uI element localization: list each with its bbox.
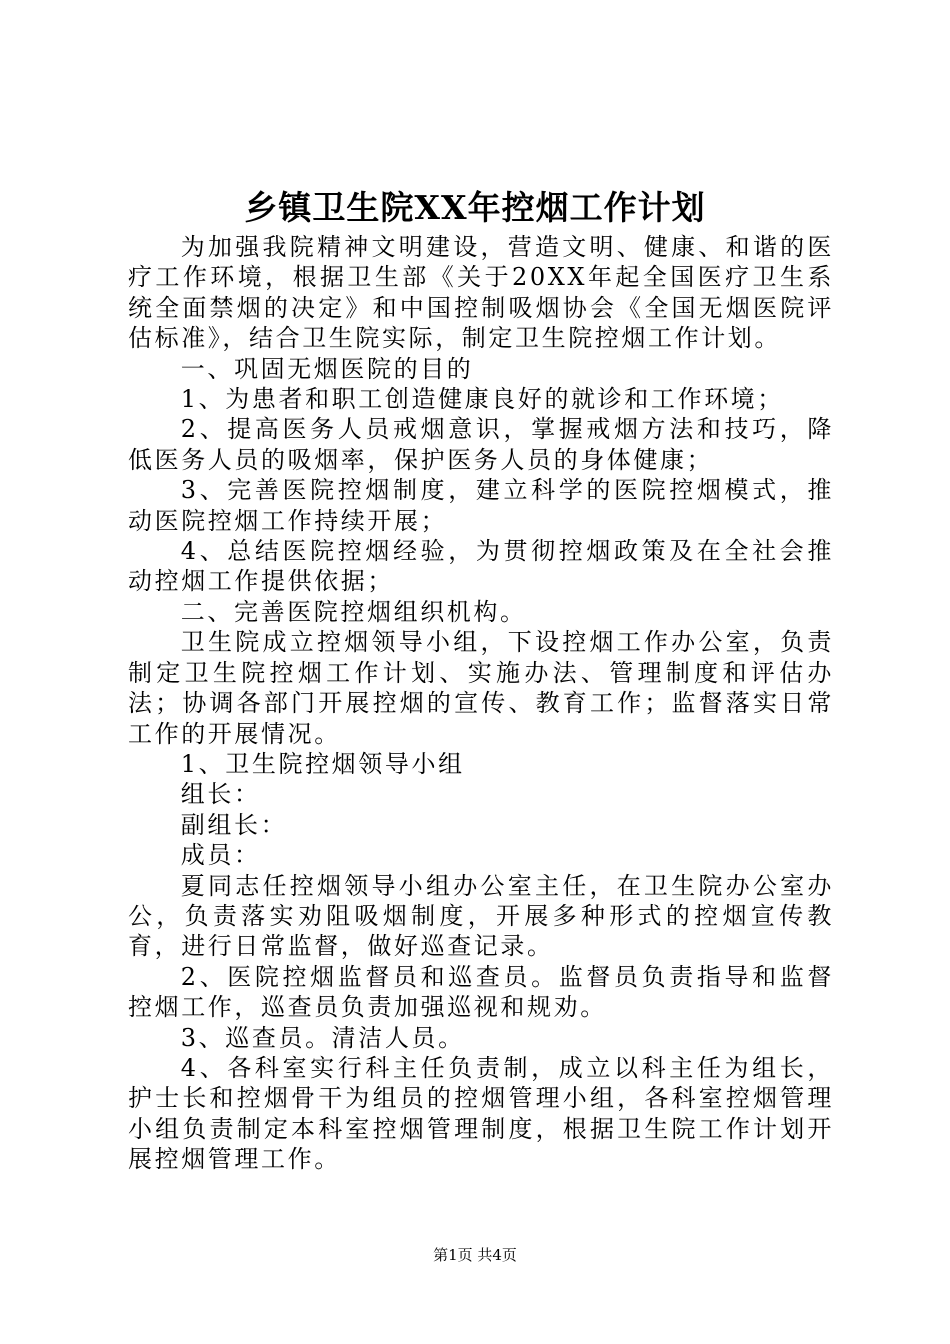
paragraph: 夏同志任控烟领导小组办公室主任，在卫生院办公室办公，负责落实劝阻吸烟制度，开展多种形式的控烟宣传教育，进行日常监督，做好巡查记录。 [128,871,834,961]
list-item: 3、完善医院控烟制度，建立科学的医院控烟模式，推动医院控烟工作持续开展； [128,476,834,535]
leader-label: 组长： [180,780,261,809]
list-item: 2、提高医务人员戒烟意识，掌握戒烟方法和技巧，降低医务人员的吸烟率，保护医务人员的身体健康； [128,415,834,474]
deputy-leader-label: 副组长： [180,810,288,839]
section-heading-1: 一、巩固无烟医院的目的 [180,354,474,383]
paragraph: 卫生院成立控烟领导小组，下设控烟工作办公室，负责制定卫生院控烟工作计划、实施办法、管理制度和评估办法；协调各部门开展控烟的宣传、教育工作；监督落实日常工作的开展情况。 [128,628,834,748]
section-heading-2: 二、完善医院控烟组织机构。 [180,597,527,626]
document-body [128,232,834,1175]
list-item: 4、总结医院控烟经验，为贯彻控烟政策及在全社会推动控烟工作提供依据； [128,537,834,596]
members-label: 成员： [180,841,261,870]
document-title: 乡镇卫生院XX年控烟工作计划 [244,188,706,227]
list-item: 2、医院控烟监督员和巡查员。监督员负责指导和监督控烟工作，巡查员负责加强巡视和规劝。 [128,962,834,1022]
list-item: 3、巡查员。清洁人员。 [180,1023,465,1052]
paragraph-intro: 为加强我院精神文明建设，营造文明、健康、和谐的医疗工作环境，根据卫生部《关于20XX年起全国医疗卫生系统全面禁烟的决定》和中国控制吸烟协会《全国无烟医院评估标准》，结合卫生院实际，制定卫生院控烟工作计划。 [128,233,834,353]
page-footer: 第1页 共4页 [433,1246,517,1264]
list-item: 4、各科室实行科主任负责制，成立以科主任为组长，护士长和控烟骨干为组员的控烟管理小组，各科室控烟管理小组负责制定本科室控烟管理制度，根据卫生院工作计划开展控烟管理工作。 [128,1053,834,1174]
list-item: 1、为患者和职工创造健康良好的就诊和工作环境； [180,385,784,414]
list-item: 1、卫生院控烟领导小组 [180,749,465,778]
